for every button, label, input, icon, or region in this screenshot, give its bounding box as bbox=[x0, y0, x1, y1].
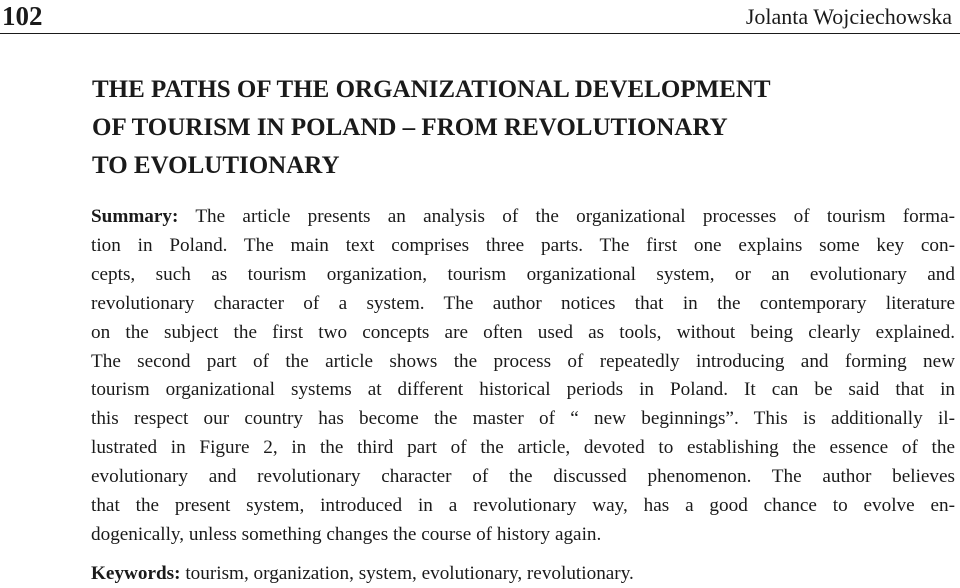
summary-line: dogenically, unless something changes the course of history again. bbox=[91, 523, 602, 545]
keywords-label: Keywords: bbox=[91, 563, 181, 584]
summary-line: that the present system, introduced in a revolutionary way, has a good chance to evolve en- bbox=[91, 495, 955, 517]
summary-label: Summary: bbox=[91, 206, 179, 227]
summary-paragraph bbox=[91, 203, 955, 550]
keywords-line bbox=[91, 560, 955, 588]
title-line: THE PATHS OF THE ORGANIZATIONAL DEVELOPMENT bbox=[92, 76, 771, 103]
summary-line: cepts, such as tourism organization, tourism organizational system, or an evolutionary and bbox=[91, 263, 955, 285]
title-line: OF TOURISM IN POLAND – FROM REVOLUTIONARY bbox=[92, 114, 728, 141]
page-header bbox=[0, 0, 960, 34]
header-rule bbox=[0, 33, 960, 34]
running-head-author: Jolanta Wojciechowska bbox=[745, 4, 952, 29]
keywords-text: tourism, organization, system, evolutionary, revolutionary. bbox=[180, 563, 634, 584]
summary-line bbox=[91, 203, 955, 232]
summary-line: The second part of the article shows the process of repeatedly introducing and forming new bbox=[91, 350, 955, 372]
summary-line: tourism organizational systems at different historical periods in Poland. It can be said that in bbox=[91, 379, 955, 401]
summary-line: lustrated in Figure 2, in the third part of the article, devoted to establishing the essence of the bbox=[91, 437, 955, 459]
summary-line: on the subject the first two concepts are often used as tools, without being clearly explained. bbox=[91, 321, 955, 343]
summary-line: revolutionary character of a system. The author notices that in the contemporary literature bbox=[91, 292, 955, 314]
page-number: 102 bbox=[2, 1, 43, 31]
summary-line: this respect our country has become the master of “ new beginnings”. This is additionally il- bbox=[91, 408, 955, 430]
summary-line: evolutionary and revolutionary character of the discussed phenomenon. The author believes bbox=[91, 466, 955, 488]
summary-line-text: The article presents an analysis of the organizational processes of tourism forma- bbox=[178, 206, 955, 227]
summary-line: tion in Poland. The main text comprises three parts. The first one explains some key con- bbox=[91, 234, 955, 256]
title-line: TO EVOLUTIONARY bbox=[92, 152, 340, 179]
article-title bbox=[92, 71, 932, 185]
